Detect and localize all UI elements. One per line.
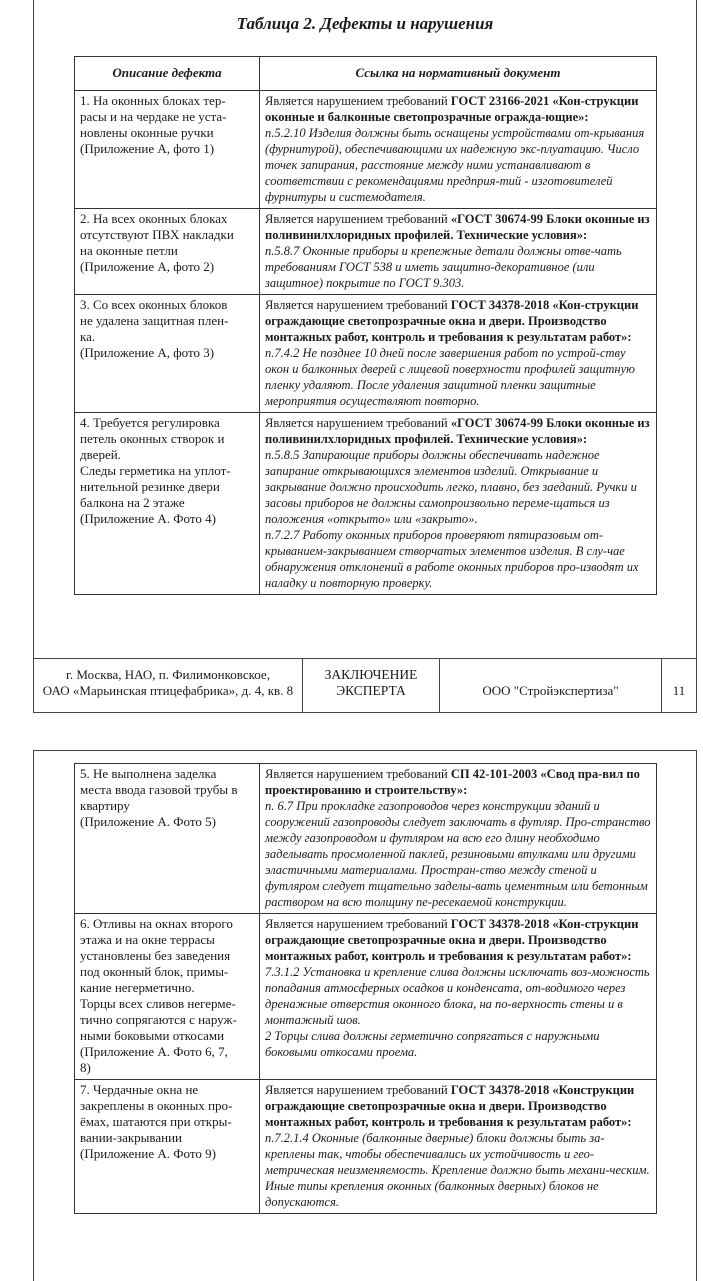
- document-page-12: [33, 750, 697, 1281]
- reference-clause: п.5.8.5 Запирающие приборы должны обеспечивать надежное запирание открывающихся элементов изделий. Открывание и закрывание должно происходить легко, плавно, без заеданий. Ручки и засовы приборов не должны самопроизвольно переме-щаться из положения «открыто» или «закрыто». п.7.2.7 Работу оконных приборов проверяют пятиразовым от-крыванием-закрыванием створчатых элементов изделия. В слу-чае обнаружения отклонений в работе оконных приборов про-изводят их наладку и повторную проверку.: [265, 448, 639, 590]
- page-footer: [34, 658, 696, 713]
- normative-reference: [260, 914, 657, 1080]
- header-reference: Ссылка на нормативный документ: [260, 57, 657, 91]
- defect-description: 2. На всех оконных блоках отсутствуют ПВХ накладки на оконные петли (Приложение А, фото 2): [75, 209, 260, 295]
- normative-reference: [260, 413, 657, 595]
- table-row: [75, 413, 657, 595]
- reference-document: ГОСТ 34378-2018 «Кон-струкции ограждающие светопрозрачные окна и двери. Производство монтажных работ, контроль и требования к результатам работ»:: [265, 917, 639, 963]
- table-row: [75, 764, 657, 914]
- normative-reference: [260, 91, 657, 209]
- reference-clause: п. 6.7 При прокладке газопроводов через конструкции зданий и сооружений газопроводы следует заключать в футляр. Про-странство между газопроводом и футляром на всю его длину необходимо заделывать просмоленной паклей, резиновыми втулками или другими эластичными материалами. Простран-ство между стеной и футляром следует тщательно заделы-вать цементным или бетонным раствором на всю толщину пе-ресекаемой конструкции.: [265, 799, 651, 909]
- normative-reference: [260, 209, 657, 295]
- table-row: [75, 209, 657, 295]
- reference-lead: Является нарушением требований: [265, 1083, 451, 1097]
- normative-reference: [260, 295, 657, 413]
- reference-lead: Является нарушением требований: [265, 298, 451, 312]
- reference-document: ГОСТ 34378-2018 «Конструкции ограждающие светопрозрачные окна и двери. Производство монтажных работ, контроль и требования к результатам работ»:: [265, 1083, 635, 1129]
- reference-document: ГОСТ 23166-2021 «Кон-струкции оконные и балконные светопрозрачные огражда-ющие»:: [265, 94, 639, 124]
- defect-description: 1. На оконных блоках тер- расы и на чердаке не уста- новлены оконные ручки (Приложение А, фото 1): [75, 91, 260, 209]
- defect-description: 3. Со всех оконных блоков не удалена защитная плен- ка. (Приложение А, фото 3): [75, 295, 260, 413]
- table-header-row: [75, 57, 657, 91]
- reference-document: ГОСТ 34378-2018 «Кон-струкции ограждающие светопрозрачные окна и двери. Производство монтажных работ, контроль и требования к результатам работ»:: [265, 298, 639, 344]
- table-row: [75, 914, 657, 1080]
- reference-document: «ГОСТ 30674-99 Блоки оконные из поливинилхлоридных профилей. Технические условия»:: [265, 212, 650, 242]
- table-title: Таблица 2. Дефекты и нарушения: [236, 14, 494, 33]
- defect-description: 4. Требуется регулировка петель оконных створок и дверей. Следы герметика на уплот- нительной резинке двери балкона на 2 этаже (Приложение А. Фото 4): [75, 413, 260, 595]
- reference-clause: 7.3.1.2 Установка и крепление слива должны исключать воз-можность попадания атмосферных осадков и конденсата, от-водимого через дренажные отверстия оконного блока, на по-верхность стены и в монтажный шов. 2 Торцы слива должны герметично сопрягаться с наружными боковыми откосами проема.: [265, 965, 650, 1059]
- table-row: [75, 1080, 657, 1214]
- reference-clause: п.5.8.7 Оконные приборы и крепежные детали должны отве-чать требованиям ГОСТ 538 и иметь защитно-декоративное (или защитное) покрытие по ГОСТ 9.303.: [265, 244, 622, 290]
- reference-lead: Является нарушением требований: [265, 917, 451, 931]
- footer-organization: ООО "Стройэкспертиза": [482, 683, 619, 698]
- table-row: [75, 91, 657, 209]
- reference-clause: п.5.2.10 Изделия должны быть оснащены устройствами от-крывания (фурнитурой), обеспечивающими их надежную экс-плуатацию. Число точек запирания, расстояние между ними устанавливают в соответствии с рекомендациями предприя-тий - изготовителей фурнитуры и системодателя.: [265, 126, 645, 204]
- reference-document: СП 42-101-2003 «Свод пра-вил по проектированию и строительству»:: [265, 767, 640, 797]
- reference-lead: Является нарушением требований: [265, 767, 451, 781]
- reference-lead: Является нарушением требований: [265, 94, 451, 108]
- reference-clause: п.7.4.2 Не позднее 10 дней после завершения работ по устрой-ству окон и балконных дверей с лицевой поверхности профилей защитную пленку удаляют. После удаления защитной пленки защитные мероприятия осуществляют повторно.: [265, 346, 635, 408]
- reference-lead: Является нарушением требований: [265, 212, 451, 226]
- header-description: Описание дефекта: [75, 57, 260, 91]
- defect-description: 6. Отливы на окнах второго этажа и на окне террасы установлены без заведения под оконный блок, примы- кание негерметично. Торцы всех сливов негерме- тично сопрягаются с наруж- ными боковыми откосами (Приложение А. Фото 6, 7, 8): [75, 914, 260, 1080]
- document-page-11: [33, 0, 697, 713]
- defects-table-continued: [74, 763, 657, 1214]
- reference-document: «ГОСТ 30674-99 Блоки оконные из поливинилхлоридных профилей. Технические условия»:: [265, 416, 650, 446]
- reference-clause: п.7.2.1.4 Оконные (балконные дверные) блоки должны быть за-креплены так, чтобы обеспечивались их устойчивость и гео-метрическая неизменяемость. Крепление должно быть механи-ческим. Иные типы крепления оконных (балконных дверных) блоков не допускаются.: [265, 1131, 650, 1209]
- page-number: 11: [661, 659, 696, 713]
- normative-reference: [260, 1080, 657, 1214]
- defect-description: 5. Не выполнена заделка места ввода газовой трубы в квартиру (Приложение А. Фото 5): [75, 764, 260, 914]
- defects-table: [74, 56, 657, 595]
- normative-reference: [260, 764, 657, 914]
- reference-lead: Является нарушением требований: [265, 416, 451, 430]
- defect-description: 7. Чердачные окна не закреплены в оконных про- ёмах, шатаются при откры- вании-закрывании (Приложение А. Фото 9): [75, 1080, 260, 1214]
- footer-document-type: ЗАКЛЮЧЕНИЕ ЭКСПЕРТА: [302, 659, 440, 713]
- footer-address: г. Москва, НАО, п. Филимонковское, ОАО «Марьинская птицефабрика», д. 4, кв. 8: [42, 667, 294, 698]
- table-row: [75, 295, 657, 413]
